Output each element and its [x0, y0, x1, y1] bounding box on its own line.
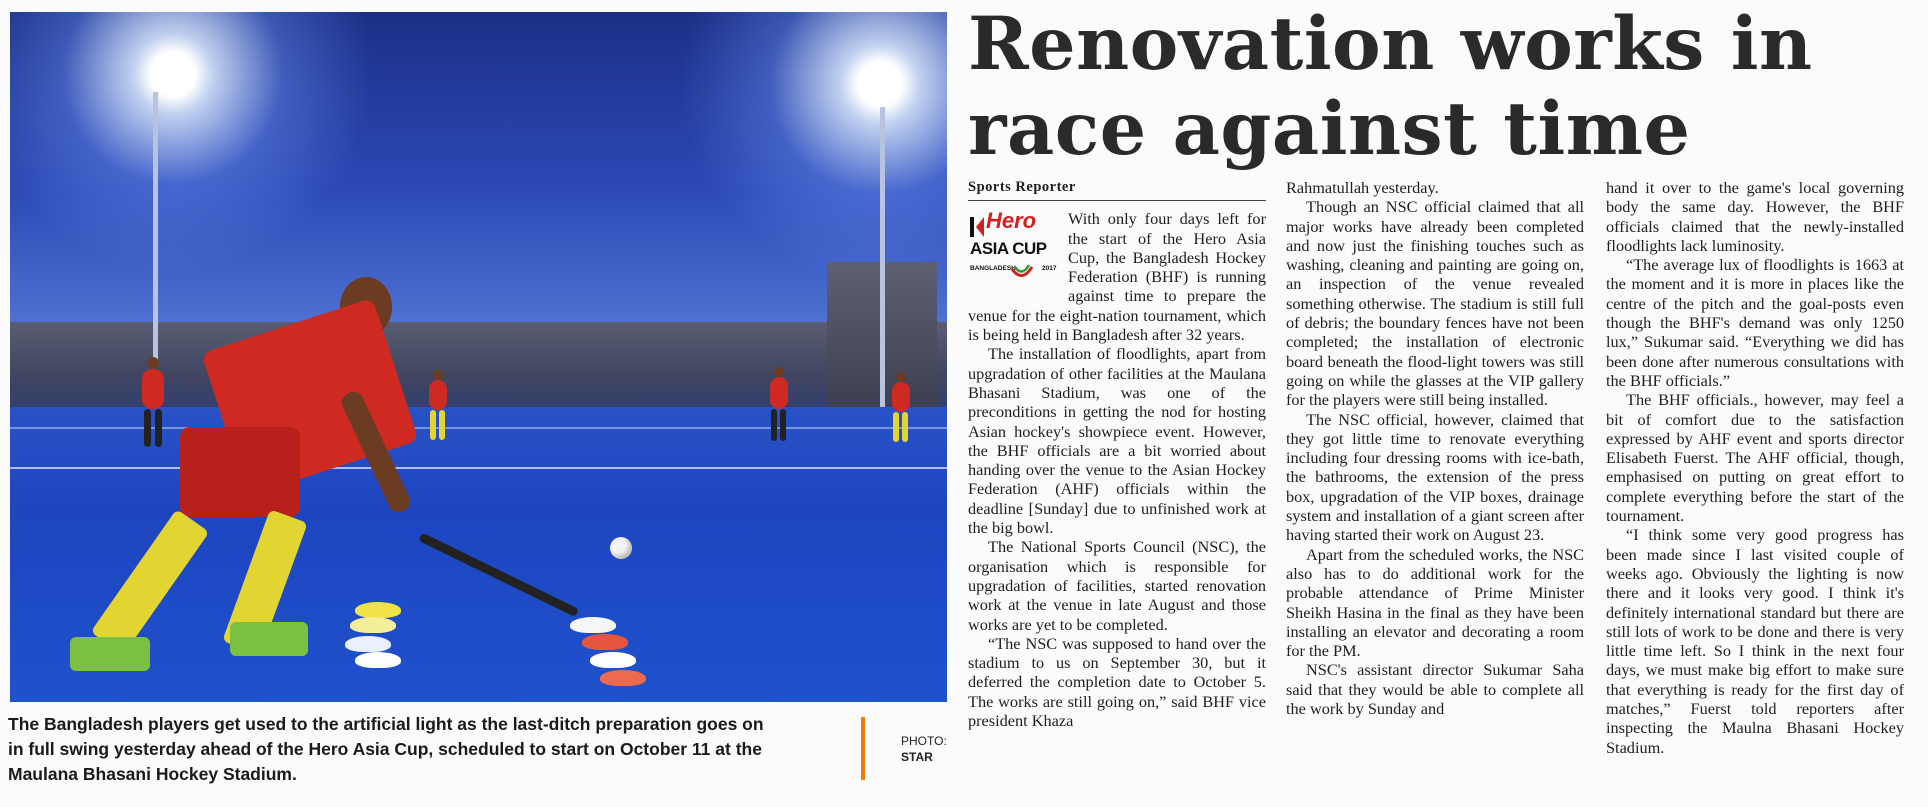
credit-accent-bar	[861, 717, 865, 780]
article-paragraph: With only four days left for the start of the Hero Asia Cup, the Bangladesh Hockey Federation (BHF) is running against time to prepare the venue for the eight-nation tournament, which is being held in Bangladesh after 32 years.	[968, 209, 1266, 345]
training-cone	[355, 602, 401, 618]
article-column-1	[968, 178, 1266, 730]
background-player	[888, 372, 914, 452]
logo-swirl-icon	[1010, 261, 1034, 281]
training-cone	[600, 670, 646, 686]
training-cone	[355, 652, 401, 668]
hero-asia-cup-logo	[968, 209, 1060, 283]
article-paragraph: “The average lux of floodlights is 1663 at the moment and it is more in places like the centre of the pitch and the goal-posts even though the BHF's demand was only 1250 lux,” Sukumar said. “Everything we did has been done after numerous consultations with the BHF officials.”	[1606, 255, 1904, 390]
article-column-3	[1606, 178, 1904, 757]
article-paragraph: hand it over to the game's local governing body the same day. However, the BHF officials claimed that the newly-installed floodlights lack luminosity.	[1606, 178, 1904, 255]
photo-credit	[901, 733, 947, 765]
article-paragraph: Apart from the scheduled works, the NSC also has to do additional work for the probable attendance of Prime Minister Sheikh Hasina in the final as they have been installing an elevator and decorating a room for the PM.	[1286, 544, 1584, 661]
article-paragraph: Rahmatullah yesterday.	[1286, 178, 1439, 197]
byline: Sports Reporter	[968, 178, 1266, 201]
article-paragraph: The National Sports Council (NSC), the organisation which is responsible for upgradation of facilities, started renovation work at the venue in late August and those works are yet to be completed.	[968, 537, 1266, 634]
logo-brand: Hero	[986, 208, 1037, 234]
article-paragraph: “I think some very good progress has been made since I last visited couple of weeks ago. Obviously the lighting is now there and it looks very good. I think it's definitely international standard but there are still lots of work to be done and there is very little time left. So I think in the next four days, we must make big effort to make sure that everything is ready for the first day of matches,” Fuerst told reporters after inspecting the Maulna Bhasani Hockey Stadium.	[1606, 525, 1904, 757]
logo-event: ASIA CUP	[970, 239, 1047, 259]
logo-year: 2017	[1042, 265, 1057, 273]
article-column-2	[1286, 178, 1584, 718]
main-player	[70, 277, 450, 697]
photo-caption: The Bangladesh players get used to the artificial light as the last-ditch preparation goes on in full swing yesterday ahead of the Hero Asia Cup, scheduled to start on October 11 at the Maulana Bhasani Hockey Stadium.	[8, 714, 764, 784]
article-paragraph: The NSC official, however, claimed that they got little time to renovate everything including four dressing rooms with ice-bath, the bathrooms, the extension of the press box, upgradation of the VIP boxes, drainage system and installation of a giant screen after having started their work on August 23.	[1286, 409, 1584, 545]
background-player	[766, 367, 792, 452]
headline	[968, 2, 1908, 172]
training-cone	[570, 617, 616, 633]
training-cone	[350, 617, 396, 633]
article-paragraph: The installation of floodlights, apart from upgradation of other facilities at the Maulana Bhasani Stadium, was one of the preconditions in getting the nod for hosting Asian hockey's showpiece event. However, the BHF officials are a bit worried about handing over the venue to the Asian Hockey Federation (AHF) officials within the deadline [Sunday] due to unfinished work at the big bowl.	[968, 344, 1266, 538]
training-cone	[345, 636, 391, 652]
article-paragraph: “The NSC was supposed to hand over the stadium to us on September 30, but it deferred the completion date to October 5. The works are still going on,” said BHF vice president Khaza	[968, 633, 1266, 731]
photo-credit-source: STAR	[901, 750, 933, 764]
photo-credit-label: PHOTO:	[901, 734, 947, 748]
headline-line-1: Renovation works in	[968, 1, 1813, 87]
hockey-ball	[610, 537, 632, 559]
floodlight-pole-right	[880, 107, 885, 407]
article-paragraph: NSC's assistant director Sukumar Saha said that they would be able to complete all the work by Sunday and	[1286, 660, 1584, 719]
headline-line-2: race against time	[968, 86, 1691, 172]
logo-country: BANGLADESH	[970, 265, 1016, 273]
news-photo	[10, 12, 947, 702]
article-paragraph: Though an NSC official claimed that all major works have already been completed and now just the finishing touches such as washing, cleaning and painting are going on, an inspection of the venue revealed something otherwise. The stadium is still full of debris; the boundary fences have not been completed; the installation of electronic board beneath the flood-light towers was still going on while the glasses at the VIP gallery for the players were still being installed.	[1286, 197, 1584, 410]
training-cone	[582, 634, 628, 650]
article-paragraph: The BHF officials., however, may feel a bit of comfort due to the satisfaction expressed by AHF event and sports director Elisabeth Fuerst. The AHF official, though, emphasised on putting on great effort to complete everything before the start of the tournament.	[1606, 390, 1904, 526]
training-cone	[590, 652, 636, 668]
hero-mark-icon	[970, 217, 984, 237]
